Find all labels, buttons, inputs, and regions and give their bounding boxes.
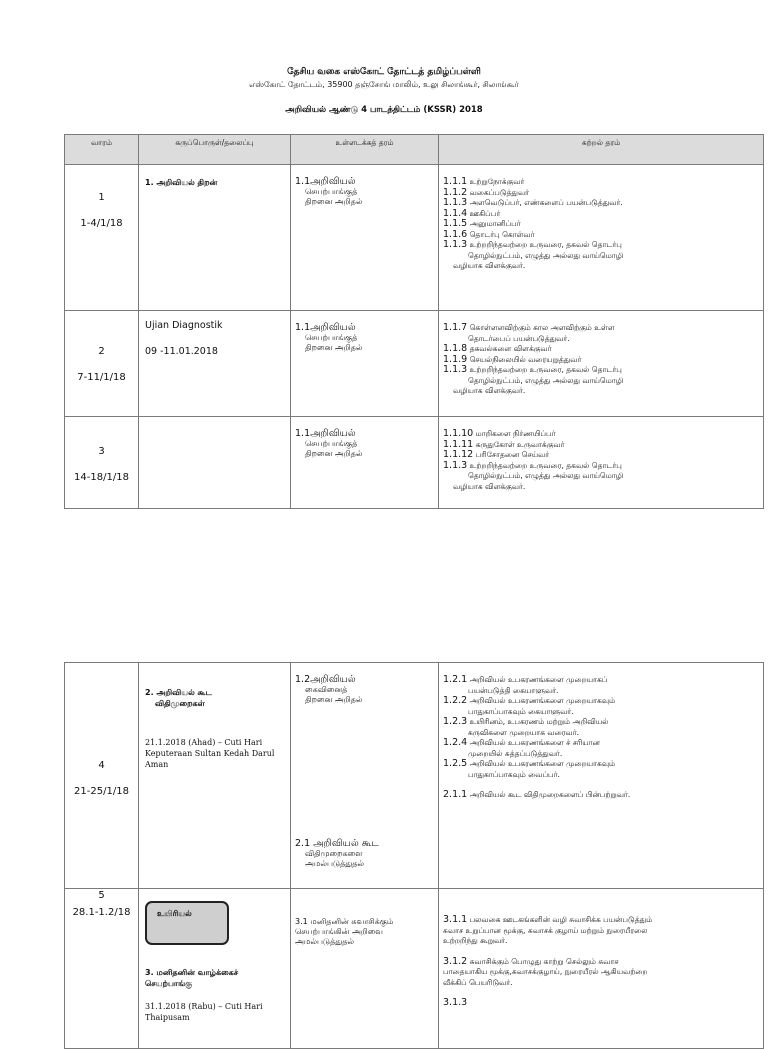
school-name: தேசிய வகை எஸ்கோட் தோட்டத் தமிழ்ப்பள்ளி [287,67,481,77]
learning-item: 1.1.12 பரிசோதனை செய்வர் [443,449,550,460]
learning-item-cont: முறையில் சுத்தப்படுத்துவர். [468,748,563,758]
table-row [65,165,764,311]
learning-item-cont: தொழில்நுட்பம், எழுத்து அல்லது வாய்மொழி [468,375,624,385]
week-dates: 7-11/1/18 [77,372,126,383]
lesson-plan-table-1 [64,134,764,509]
content-line: 1.1அறிவியல் [295,428,356,439]
learning-item-cont: பயன்படுத்தி கையாளுவர். [468,685,559,695]
learning-standard-cell [439,889,764,1049]
plan-title: அறிவியல் ஆண்டு 4 பாடத்திட்டம் (KSSR) 2018 [285,105,483,115]
learning-item-cont: சுவாச உறுப்பான மூக்கு, சுவாசக் குழாய் மற்றும் நுரையீரலை [443,925,648,935]
learning-item: 2.1.1 அறிவியல் கூட விதிமுறைகளைப் பின்பற்றுவர். [443,789,631,800]
holiday-note: 31.1.2018 (Rabu) – Cuti Hari Thaipusam [145,1002,263,1022]
assessment-dates: 09 -11.01.2018 [145,346,218,357]
learning-standard-cell [439,311,764,417]
header-topic: கருப்பொருள்/தலைப்பு [139,135,291,165]
week-number: 5 [98,890,105,901]
learning-item-cont: தொழில்நுட்பம், எழுத்து அல்லது வாய்மொழி [468,471,624,480]
topic-badge: உயிரியல் [145,901,229,945]
content-line: திறனை அறிதல் [305,695,363,704]
content-line: 3.1 மனிதனின் சுவாசிக்கும் [295,917,394,926]
content-line: 1.1அறிவியல் [295,322,356,333]
learning-standard-cell [439,165,764,311]
table-row [65,663,764,889]
week-number: 1 [98,192,105,203]
learning-item: 1.1.10 மாறிகளை நிர்ணயிப்பர் [443,428,556,439]
week-number: 4 [98,760,105,771]
table-row [65,311,764,417]
content-line: அமல்படுத்துதல் [305,859,365,868]
learning-standard-cell [439,417,764,509]
learning-item: 1.1.5 அனுமானிப்பர் [443,218,521,229]
learning-item: 1.1.3 உற்றறிந்தவற்றை உருவரை, தகவல் தொடர்பு [443,239,622,250]
topic-title-cont: விதிமுறைகள் [155,699,205,708]
topic-cell [139,889,291,1049]
learning-item: 1.1.11 கருதுகோள் உருவாக்குவர் [443,438,565,450]
header-week: வாரம் [65,135,139,165]
document-header [0,66,768,116]
week-cell [65,165,139,311]
learning-item: 1.2.5 அறிவியல் உபகரணங்களை முறையாகவும் [443,758,616,769]
learning-item: 1.1.8 தகவல்களை விளக்குவர் [443,343,552,354]
content-line: அமல்படுத்துதல் [295,937,355,946]
holiday-note: 21.1.2018 (Ahad) – Cuti Hari Keputeraan Sultan Kedah Darul Aman [145,738,275,769]
content-line: 1.2அறிவியல் [295,674,356,685]
learning-item-cont: பாதுகாப்பாகவும் கையாளுவர். [468,706,574,716]
learning-item: 1.2.2 அறிவியல் உபகரணங்களை முறையாகவும் [443,695,616,706]
content-standard-cell [291,663,439,889]
topic-title: 1. அறிவியல் திறன் [145,178,218,187]
topic-title: 3. மனிதனின் வாழ்க்கைச் [145,968,239,977]
content-standard-cell [291,889,439,1049]
lesson-plan-table-2 [64,662,764,1049]
learning-item: 1.1.7 கொள்ளளவிற்கும் கால அளவிற்கும் உள்ள [443,322,615,333]
learning-item-cont: கருவிகளை முறையாக வரைவர். [468,727,580,737]
topic-title-cont: செயற்பாங்கு [145,979,193,988]
learning-item: 1.1.3 உற்றறிந்தவற்றை உருவரை, தகவல் தொடர்பு [443,459,622,471]
header-content-standard: உள்ளடக்கத் தரம் [291,135,439,165]
learning-item: 1.1.1 உற்றுநோக்குவர் [443,176,525,187]
topic-cell [139,663,291,889]
week-dates: 21-25/1/18 [74,786,129,797]
learning-item: 3.1.3 [443,997,468,1008]
week-dates: 14-18/1/18 [74,472,129,483]
learning-item: 1.1.3 அளவெடுப்பர், எண்களைப் பயன்படுத்துவர். [443,197,623,208]
learning-item: 1.2.4 அறிவியல் உபகரணங்களை ச் சரியான [443,737,600,748]
learning-item: 1.1.6 தொடர்பு கொள்வர் [443,228,535,240]
topic-cell [139,165,291,311]
learning-item-cont: தொடர்பைப் பயன்படுத்துவர். [468,333,570,343]
learning-item: 3.1.2 சுவாசிக்கும் பொழுது காற்று செல்லும் சுவாச [443,955,619,967]
content-line: செயற்பாங்கின் அறிவை [295,927,383,936]
header-learning-standard: கற்றல் தரம் [439,135,764,165]
learning-item-cont: வீக்கிப் பெயரிடுவர். [443,977,513,987]
content-line: விதிமுறைகளை [305,849,363,858]
week-cell [65,663,139,889]
learning-standard-cell [439,663,764,889]
week-cell [65,889,139,1049]
learning-item: 1.2.3 உயிரினம், உபகரணம் மற்றும் அறிவியல் [443,716,609,727]
content-standard-cell [291,165,439,311]
learning-item: 1.1.9 செயல்நிலையில் வரையறுத்துவர் [443,353,582,365]
content-line: செயற்பாங்குத் [305,439,358,448]
topic-title: 2. அறிவியல் கூட [145,688,212,697]
content-line: செயற்பாங்குத் [305,187,358,196]
content-line: திறனை அறிதல் [305,449,363,458]
learning-item: 1.1.4 ஊகிப்பர் [443,207,501,219]
topic-cell [139,417,291,509]
learning-item-cont: வழியாக விளக்குவர். [453,386,526,395]
table-header-row [65,135,764,165]
learning-item-cont: பாதையாகிய மூக்கு,சுவாசக்குழாய், நுரையீரல் ஆகியவற்றை [443,967,648,976]
learning-item-cont: வழியாக விளக்குவர். [453,261,526,270]
learning-item: 1.2.1 அறிவியல் உபகரணங்களை முறையாகப் [443,674,608,685]
week-number: 3 [98,446,105,457]
content-line: திறனை அறிதல் [305,197,363,206]
content-line: செயற்பாங்குத் [305,333,358,342]
week-cell [65,311,139,417]
week-number: 2 [98,346,105,357]
content-line: 1.1அறிவியல் [295,176,356,187]
topic-title: Ujian Diagnostik [145,320,223,331]
learning-item-cont: தொழில்நுட்பம், எழுத்து அல்லது வாய்மொழி [468,250,624,260]
table-row [65,417,764,509]
content-standard-cell [291,311,439,417]
week-dates: 1-4/1/18 [80,218,123,229]
learning-item-cont: வழியாக விளக்குவர். [453,481,526,491]
content-line: 2.1 அறிவியல் கூட [295,838,379,849]
table-row [65,889,764,1049]
content-standard-cell [291,417,439,509]
school-address: எஸ்கோட் தோட்டம், 35900 தஞ்சோங் மாலிம், உலு சிலாங்கூர், சிலாங்கூர் [249,80,519,89]
learning-item-cont: பாதுகாப்பாகவும் வைப்பர். [468,769,560,779]
content-line: திறனை அறிதல் [305,343,363,352]
learning-item: 1.1.2 வகைப்படுத்துவர் [443,186,529,198]
week-cell [65,417,139,509]
learning-item-cont: உற்றறிந்து கூறுவர். [443,936,508,945]
learning-item: 1.1.3 உற்றறிந்தவற்றை உருவரை, தகவல் தொடர்பு [443,364,622,375]
week-dates: 28.1-1.2/18 [72,907,131,918]
topic-cell [139,311,291,417]
content-line: கைவினைத் [305,685,348,694]
learning-item: 3.1.1 பலவகை ஊடகங்களின் வழி சுவாசிக்க பயன்படுத்தும் [443,914,653,925]
